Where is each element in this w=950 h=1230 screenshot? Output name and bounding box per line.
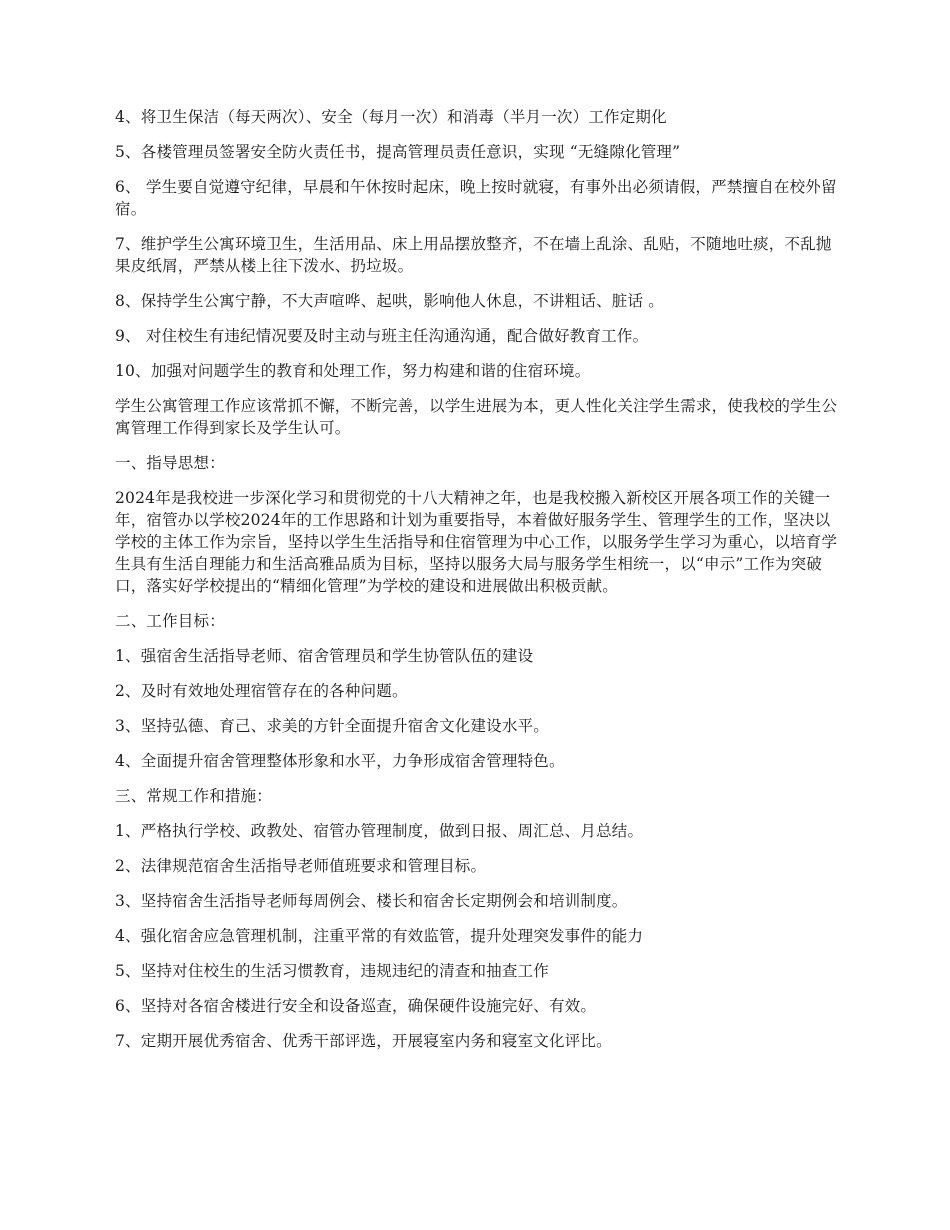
list-item: 6、坚持对各宿舍楼进行安全和设备巡查，确保硬件设施完好、有效。 bbox=[115, 997, 597, 1015]
paragraph: 4、将卫生保洁（每天两次）、安全（每月一次）和消毒（半月一次）工作定期化 bbox=[115, 108, 667, 126]
list-item: 4、全面提升宿舍管理整体形象和水平，力争形成宿舍管理特色。 bbox=[115, 752, 565, 770]
document-page bbox=[115, 106, 839, 1065]
list-item: 7、定期开展优秀宿舍、优秀干部评选，开展寝室内务和寝室文化评比。 bbox=[115, 1032, 612, 1050]
list-item: 1、强宿舍生活指导老师、宿舍管理员和学生协管队伍的建设 bbox=[115, 647, 534, 665]
paragraph: 6、 学生要自觉遵守纪律，早晨和午休按时起床，晚上按时就寝，有事外出必须请假，严禁擅自在校外留宿。 bbox=[115, 178, 837, 218]
list-item: 3、坚持弘德、育己、求美的方针全面提升宿舍文化建设水平。 bbox=[115, 717, 549, 735]
paragraph: 10、加强对问题学生的教育和处理工作，努力构建和谐的住宿环境。 bbox=[115, 362, 591, 380]
paragraph: 8、保持学生公寓宁静，不大声喧哗、起哄，影响他人休息，不讲粗话、脏话 。 bbox=[115, 292, 664, 310]
paragraph: 5、各楼管理员签署安全防火责任书，提高管理员责任意识，实现 “无缝隙化管理” bbox=[115, 143, 681, 161]
list-item: 2、及时有效地处理宿管存在的各种问题。 bbox=[115, 682, 408, 700]
list-item: 3、坚持宿舍生活指导老师每周例会、楼长和宿舍长定期例会和培训制度。 bbox=[115, 892, 628, 910]
section-heading: 三、常规工作和措施： bbox=[115, 787, 273, 805]
list-item: 5、坚持对住校生的生活习惯教育，违规违纪的清查和抽查工作 bbox=[115, 962, 549, 980]
paragraph: 学生公寓管理工作应该常抓不懈，不断完善，以学生进展为本，更人性化关注学生需求，使我校的学生公寓管理工作得到家长及学生认可。 bbox=[115, 397, 838, 437]
list-item: 4、强化宿舍应急管理机制，注重平常的有效监管，提升处理突发事件的能力 bbox=[115, 927, 644, 945]
paragraph: 2024年是我校进一步深化学习和贯彻党的十八大精神之年，也是我校搬入新校区开展各项工作的关键一年，宿管办以学校2024年的工作思路和计划为重要指导，本着做好服务学生、管理学生的工作，坚决以学校的主体工作为宗旨，坚持以学生生活指导和住宿管理为中心工作，以服务学生学习为重心，以培育学生具有生活自理能力和生活高雅品质为目标，坚持以服务大局与服务学生相统一，以“申示”工作为突破口，落实好学校提出的“精细化管理”为学校的建设和进展做出积极贡献。 bbox=[115, 489, 838, 595]
section-heading: 二、工作目标： bbox=[115, 612, 225, 630]
paragraph: 7、维护学生公寓环境卫生，生活用品、床上用品摆放整齐，不在墙上乱涂、乱贴，不随地吐痰，不乱抛果皮纸屑，严禁从楼上往下泼水、扔垃圾。 bbox=[115, 235, 832, 275]
list-item: 2、法律规范宿舍生活指导老师值班要求和管理目标。 bbox=[115, 857, 487, 875]
list-item: 1、严格执行学校、政教处、宿管办管理制度，做到日报、周汇总、月总结。 bbox=[115, 822, 644, 840]
section-heading: 一、指导思想： bbox=[115, 454, 225, 472]
paragraph: 9、 对住校生有违纪情况要及时主动与班主任沟通沟通，配合做好教育工作。 bbox=[115, 327, 649, 345]
